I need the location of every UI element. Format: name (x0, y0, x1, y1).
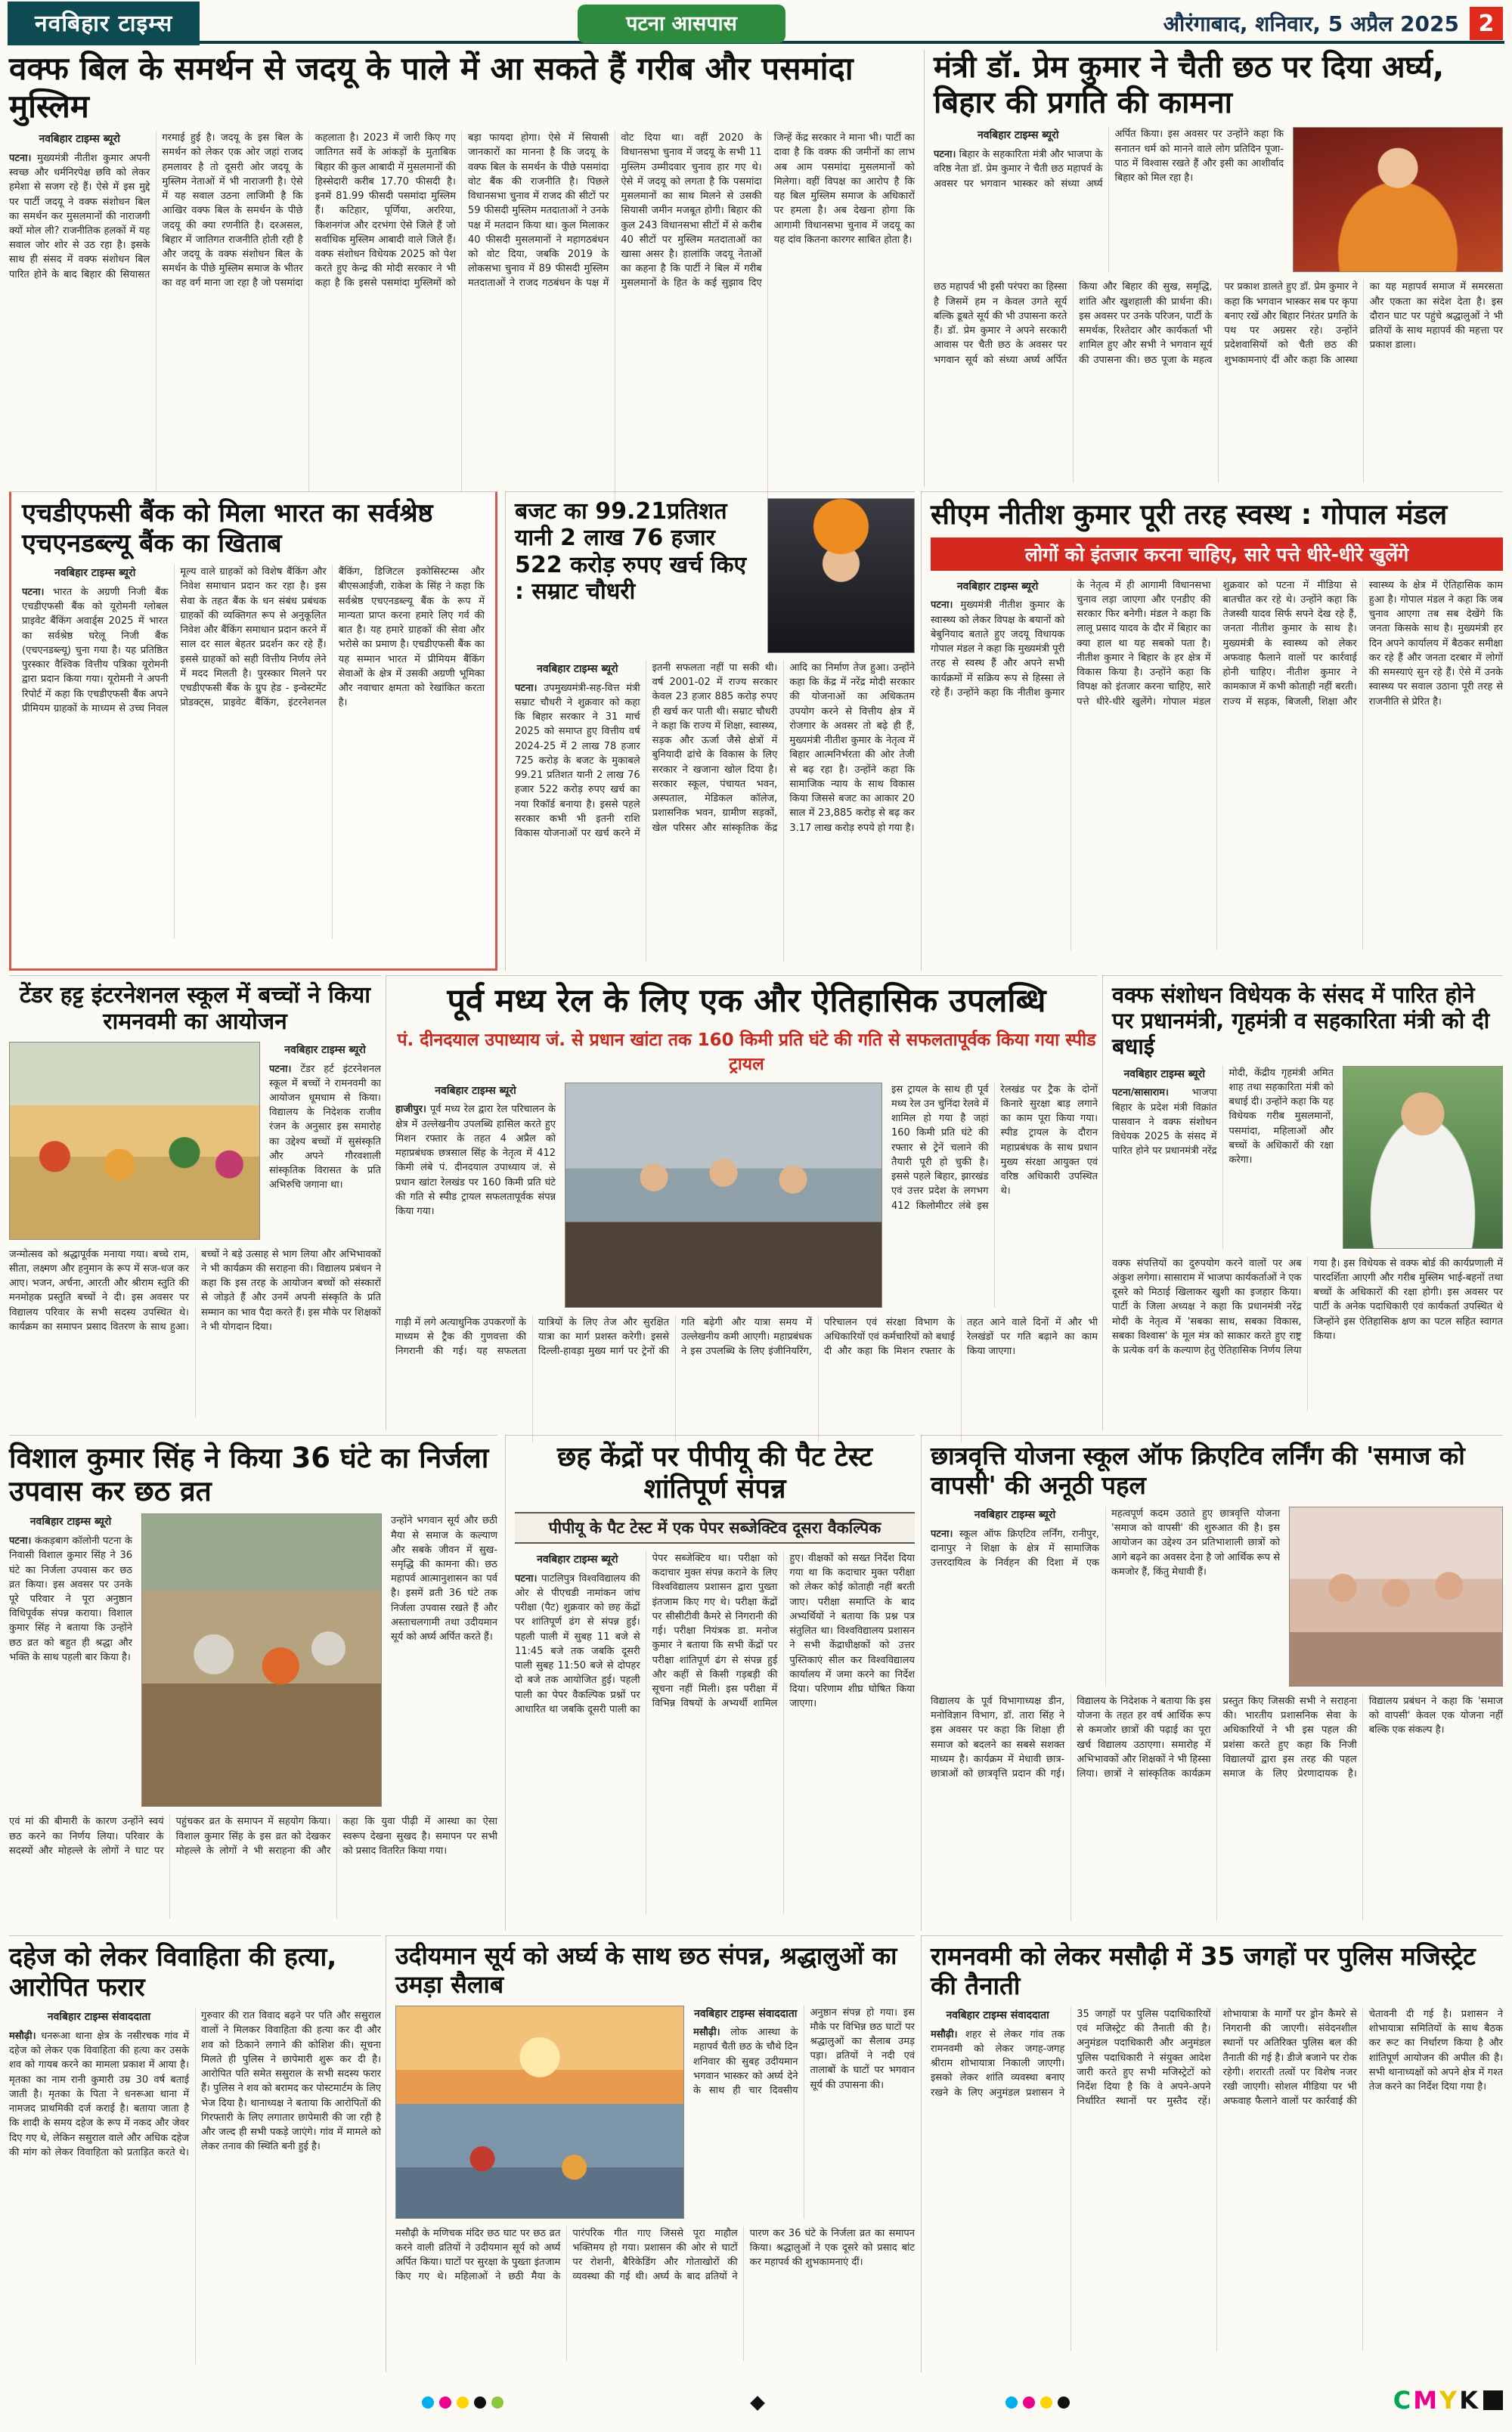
dateline: पटना। (9, 152, 32, 164)
body-text: भाजपा बिहार के प्रदेश मंत्री विक्रांत पासवान ने वक्फ संशोधन विधेयक 2025 के संसद में पारित होने पर प्रधानमंत्री नरेंद्र मोदी, केंद्रीय गृहमंत्री अमित शाह तथा सहकारिता मंत्री को बधाई दी। उन्होंने कहा कि यह विधेयक गरीब मुसलमानों, पसमांदा, महिलाओं और बच्चों के अधिकारों की रक्षा करेगा। (1112, 1067, 1334, 1166)
body-text: मुख्यमंत्री नीतीश कुमार के स्वास्थ्य को लेकर विपक्ष के बयानों को बेबुनियाद बताते हुए जदयू विधायक गोपाल मंडल ने कहा कि मुख्यमंत्री पूरी तरह से स्वस्थ हैं और अपने सभी कार्यक्रमों में सक्रिय रूप से हिस्सा ले रहे हैं। उन्होंने कहा कि नीतीश कुमार के नेतृत्व में ही आगामी विधानसभा चुनाव लड़ा जाएगा और एनडीए की सरकार फिर बनेगी। मंडल ने कहा कि लालू प्रसाद यादव के दौर में बिहार का क्या हाल था यह सबको पता है। नीतीश कुमार ने बिहार के हर क्षेत्र में विकास किया है। उन्होंने कहा कि विपक्ष को इंतजार करना चाहिए, सारे पत्ते धीरे-धीरे खुलेंगे। गोपाल मंडल शुक्रवार को पटना में मीडिया से बातचीत कर रहे थे। उन्होंने कहा कि तेजस्वी यादव सिर्फ सपने देख रहे हैं, जनता नीतीश कुमार के साथ है। मुख्यमंत्री के स्वास्थ्य को लेकर अफवाह फैलाने वालों पर कार्रवाई होनी चाहिए। नीतीश कुमार ने कामकाज में कभी कोताही नहीं बरती। राज्य में सड़क, बिजली, शिक्षा और स्वास्थ्य के क्षेत्र में ऐतिहासिक काम हुआ है। गोपाल मंडल ने कहा कि जब चुनाव आएगा तब सब देखेंगे कि जनता किसके साथ है। मुख्यमंत्री हर दिन अपने कार्यालय में बैठकर समीक्षा कर रहे हैं और जनता दरबार में लोगों की समस्याएं सुन रहे हैं। ऐसे में उनके स्वास्थ्य पर सवाल उठाना पूरी तरह से राजनीति से प्रेरित है। (931, 579, 1503, 708)
article-body (22, 565, 485, 939)
body-text: विद्यालय के पूर्व विभागाध्यक्ष डीन, मनोविज्ञान विभाग, डॉ. तारा सिंह ने इस अवसर पर कहा कि शिक्षा ही समाज को बदलने का सबसे सशक्त माध्यम है। कार्यक्रम में मेधावी छात्र-छात्राओं को छात्रवृत्ति प्रदान की गई। विद्यालय के निदेशक ने बताया कि इस योजना के तहत हर वर्ष आर्थिक रूप से कमजोर छात्रों की पढ़ाई का पूरा खर्च विद्यालय उठाएगा। समारोह में अभिभावकों और शिक्षकों ने भी हिस्सा लिया। छात्रों ने सांस्कृतिक कार्यक्रम प्रस्तुत किए जिसकी सभी ने सराहना की। भारतीय प्रशासनिक सेवा के अधिकारियों ने भी इस पहल की प्रशंसा करते हुए कहा कि निजी विद्यालयों द्वारा इस तरह की पहल समाज के लिए प्रेरणादायक है। विद्यालय प्रबंधन ने कहा कि 'समाज को वापसी' केवल एक योजना नहीं बल्कि एक संकल्प है। (931, 1695, 1503, 1780)
subhead: पं. दीनदयाल उपाध्याय जं. से प्रधान खांटा तक 160 किमी प्रति घंटे की गति से सफलतापूर्वक किया गया स्पीड ट्रायल (397, 1030, 1096, 1074)
body-text: एवं मां की बीमारी के कारण उन्होंने स्वयं छठ करने का निर्णय लिया। परिवार के सदस्यों और मोहल्ले के लोगों ने घाट पर पहुंचकर व्रत के समापन में सहयोग किया। विशाल कुमार सिंह के इस व्रत को देखकर मोहल्ले के लोगों ने भी सराहना की और कहा कि युवा पीढ़ी में आस्था का ऐसा स्वरूप देखना सुखद है। समापन पर सभी को प्रसाद वितरित किया गया। (9, 1816, 497, 1857)
article-vishal-fast (9, 1435, 497, 1931)
headline: वक्फ संशोधन विधेयक के संसद में पारित होने पर प्रधानमंत्री, गृहमंत्री व सहकारिता मंत्री को दी बधाई (1112, 982, 1490, 1060)
dateline: पटना। (9, 1535, 32, 1547)
lead-row (9, 1513, 497, 1807)
dateline: मसौढ़ी। (693, 2027, 720, 2039)
paragraph (9, 2009, 381, 2160)
paragraph (931, 578, 1503, 709)
article-body (395, 2226, 915, 2361)
body-text: लोक आस्था के महापर्व चैती छठ के चौथे दिन शनिवार की सुबह उदीयमान भगवान भास्कर को अर्घ्य देने के साथ ही चार दिवसीय अनुष्ठान संपन्न हो गया। इस मौके पर विभिन्न छठ घाटों पर श्रद्धालुओं का सैलाब उमड़ पड़ा। व्रतियों ने नदी एवं तालाबों के घाटों पर भगवान सूर्य की उपासना की। (693, 2006, 915, 2097)
headline: सीएम नीतीश कुमार पूरी तरह स्वस्थ : गोपाल मंडल (931, 498, 1448, 531)
lead-row (9, 1042, 381, 1240)
registration-dot-magenta (439, 2396, 451, 2409)
byline: नवबिहार टाइम्स संवाददाता (47, 2011, 151, 2024)
photo-scholarship-event (1289, 1507, 1503, 1687)
lead-row (395, 2006, 915, 2219)
body-text: कंकड़बाग कॉलोनी पटना के निवासी विशाल कुमार सिंह ने 36 घंटे का निर्जला उपवास कर छठ व्रत किया। इस अवसर पर उनके पूरे परिवार ने पूरा अनुष्ठान विधिपूर्वक संपन्न कराया। विशाल कुमार सिंह ने बताया कि उन्होंने छठ व्रत को बहुत ही श्रद्धा और भक्ति के साथ पहली बार किया है। (9, 1535, 132, 1663)
lead-row (931, 1507, 1503, 1687)
byline: नवबिहार टाइम्स ब्यूरो (39, 133, 120, 146)
paragraph (9, 131, 915, 291)
black-print-square (1483, 2390, 1503, 2410)
article-budget (505, 491, 915, 971)
headline: एचडीएफसी बैंक को मिला भारत का सर्वश्रेष्ठ एचएनडब्ल्यू बैंक का खिताब (22, 498, 433, 559)
headline: टेंडर हट्ट इंटरनेशनल स्कूल में बच्चों ने किया रामनवमी का आयोजन (19, 982, 371, 1036)
paper-name: नवबिहार टाइम्स (8, 2, 200, 45)
body-text: स्कूल ऑफ क्रिएटिव लर्निंग, रानीपुर, दानापुर ने शिक्षा के क्षेत्र में सामाजिक उत्तरदायित्व के निर्वहन की दिशा में एक महत्वपूर्ण कदम उठाते हुए छात्रवृत्ति योजना 'समाज को वापसी' की शुरुआत की है। इस आयोजन का उद्देश्य उन प्रतिभाशाली छात्रों को आगे बढ़ने का अवसर देना है जो आर्थिक रूप से कमजोर हैं, किंतु मेधावी हैं। (931, 1507, 1280, 1578)
paragraph (269, 1062, 381, 1193)
article-lead (9, 1513, 132, 1807)
byline: नवबिहार टाइम्स ब्यूरो (537, 1553, 618, 1566)
article-ppu-pat (505, 1435, 915, 1931)
lead-row (395, 1083, 1098, 1308)
article-prem-kumar (924, 50, 1503, 487)
article-body (931, 578, 1503, 950)
article-waqf-jdu (9, 50, 915, 487)
cmyk-letters (1393, 2386, 1503, 2415)
dateline: पटना। (931, 599, 953, 612)
paragraph (395, 2226, 915, 2285)
paragraph (934, 280, 1503, 367)
registration-dot-cyan (1005, 2396, 1018, 2409)
registration-dot-yellow (457, 2396, 469, 2409)
body-text: टेंडर हर्ट इंटरनेशनल स्कूल में बच्चों ने रामनवमी का आयोजन धूमधाम से किया। विद्यालय के निदेशक राजीव रंजन के अनुसार इस समारोह का उद्देश्य बच्चों में सुसंस्कृति और अपने गौरवशाली सांस्कृतिक विरासत के प्रति अभिरुचि जगाना था। (269, 1063, 381, 1191)
page-number: 2 (1470, 7, 1503, 40)
body-text: शहर से लेकर गांव तक रामनवमी को लेकर जगह-जगह श्रीराम शोभायात्रा निकाली जाएगी। इसको लेकर शांति व्यवस्था बनाए रखने के लिए अनुमंडल प्रशासन ने 35 जगहों पर पुलिस पदाधिकारियों एवं मजिस्ट्रेट की तैनाती की है। अनुमंडल पदाधिकारी और अनुमंडल पुलिस पदाधिकारी ने संयुक्त आदेश जारी करते हुए सभी मजिस्ट्रेटों को निर्देश दिया है कि वे अपने-अपने निर्धारित स्थानों पर मुस्तैद रहें। शोभायात्रा के मार्गों पर ड्रोन कैमरे से निगरानी की जाएगी। संवेदनशील स्थानों पर अतिरिक्त पुलिस बल की तैनाती की गई है। डीजे बजाने पर रोक रहेगी। शरारती तत्वों पर विशेष नजर रखी जाएगी। सोशल मीडिया पर भी अफवाह फैलाने वालों पर कार्रवाई की चेतावनी दी गई है। प्रशासन ने शोभायात्रा समितियों के साथ बैठक कर रूट का निर्धारण किया है और शांतिपूर्ण आयोजन की अपील की है। सभी थानाध्यक्षों को अपने क्षेत्र में गश्त तेज करने का निर्देश दिया गया है। (931, 2008, 1503, 2108)
dateline: पटना। (515, 682, 538, 694)
byline: नवबिहार टाइम्स ब्यूरो (435, 1084, 516, 1097)
article-masaurhi-police (921, 1935, 1503, 2372)
body-text: वक्फ संपत्तियों का दुरुपयोग करने वालों पर अब अंकुश लगेगा। सासाराम में भाजपा कार्यकर्ताओं ने एक दूसरे को मिठाई खिलाकर खुशी का इजहार किया। पार्टी के जिला अध्यक्ष ने कहा कि प्रधानमंत्री नरेंद्र मोदी के नेतृत्व में 'सबका साथ, सबका विकास, सबका विश्वास' के मूल मंत्र को साकार करते हुए राष्ट्र के प्रत्येक वर्ग के कल्याण हेतु ऐतिहासिक निर्णय लिया गया है। इस विधेयक से वक्फ बोर्ड की कार्यप्रणाली में पारदर्शिता आएगी और गरीब मुस्लिम भाई-बहनों तथा बच्चों के अधिकारों की रक्षा होगी। इस अवसर पर पार्टी के अनेक पदाधिकारी एवं कार्यकर्ता उपस्थित थे जिन्होंने इस ऐतिहासिक क्षण का पटल सहित स्वागत किया। (1112, 1257, 1503, 1357)
body-text: जन्मोत्सव को श्रद्धापूर्वक मनाया गया। बच्चे राम, सीता, लक्ष्मण और हनुमान के रूप में सज-धज कर आए। भजन, अर्चना, आरती और श्रीराम स्तुति की मनमोहक प्रस्तुति बच्चों ने दी। इस अवसर पर विद्यालय परिवार के सभी सदस्य उपस्थित थे। कार्यक्रम का समापन प्रसाद वितरण के साथ हुआ। बच्चों ने बड़े उत्साह से भाग लिया और अभिभावकों ने भी कार्यक्रम की सराहना की। विद्यालय प्रबंधन ने कहा कि इस तरह के आयोजन बच्चों को संस्कारों से जोड़ते हैं और उनमें अपनी संस्कृति के प्रति सम्मान का भाव पैदा करते हैं। इस मौके पर शिक्षकों ने भी योगदान दिया। (9, 1248, 381, 1333)
photo-children-ramnavami (9, 1042, 260, 1240)
registration-dots-left (422, 2396, 503, 2409)
article-railway-speed-trial (386, 975, 1098, 1430)
photo-samrat-choudhary (767, 498, 915, 653)
edition-date: औरंगाबाद, शनिवार, 5 अप्रैल 2025 (1163, 11, 1459, 36)
article-dowry-murder (9, 1935, 381, 2372)
paragraph (391, 1513, 497, 1644)
paragraph (1112, 1256, 1503, 1359)
dateline: पटना। (22, 586, 45, 598)
edition-date-block (1163, 7, 1504, 40)
registration-dot-cyan (422, 2396, 434, 2409)
byline: नवबिहार टाइम्स संवाददाता (694, 2007, 798, 2020)
paragraph (931, 1694, 1503, 1781)
body-text: गाड़ी में लगे अत्याधुनिक उपकरणों के माध्यम से ट्रैक की गुणवत्ता की निगरानी की गई। यह सफलता यात्रियों के लिए तेज और सुरक्षित यात्रा का मार्ग प्रशस्त करेगी। इससे दिल्ली-हावड़ा मुख्य मार्ग पर ट्रेनों की गति बढ़ेगी और यात्रा समय में उल्लेखनीय कमी आएगी। महाप्रबंधक ने इस उपलब्धि के लिए इंजीनियरिंग, परिचालन एवं संरक्षा विभाग के अधिकारियों एवं कर्मचारियों को बधाई दी और कहा कि मिशन रफ्तार के तहत आने वाले दिनों में और भी रेलखंडों पर गति बढ़ाने का काम किया जाएगा। (395, 1316, 1098, 1358)
article-body (934, 280, 1503, 482)
article-lead (931, 1507, 1280, 1687)
registration-dot-black (474, 2396, 486, 2409)
photo-chhath-ghat (395, 2006, 684, 2219)
cmyk-letter-y: Y (1439, 2386, 1458, 2415)
photo-bjp-leader (1343, 1066, 1503, 1249)
headline: रामनवमी को लेकर मसौढ़ी में 35 जगहों पर पुलिस मजिस्ट्रेट की तैनाती (931, 1941, 1476, 2000)
byline: नवबिहार टाइम्स ब्यूरो (29, 1516, 112, 1529)
dateline: मसौढ़ी। (9, 2030, 36, 2042)
paragraph (22, 565, 485, 716)
article-cm-health (921, 491, 1503, 971)
article-body (9, 131, 915, 513)
body-text: उन्होंने भगवान सूर्य और छठी मैया से समाज के कल्याण और सबके जीवन में सुख-समृद्धि की कामना की। छठ महापर्व आत्मानुशासन का पर्व है। इसमें व्रती 36 घंटे तक निर्जला उपवास रखते हैं और अस्ताचलगामी तथा उदीयमान सूर्य को अर्घ्य अर्पित करते हैं। (391, 1515, 497, 1644)
article-waqf-greetings (1102, 975, 1503, 1430)
body-text: धनरूआ थाना क्षेत्र के नसीरचक गांव में दहेज को लेकर एक विवाहिता की हत्या कर उसके शव को गायब करने का मामला प्रकाश में आया है। मृतका का नाम रानी कुमारी उम्र 30 वर्ष बताई जाती है। मृतका के पिता ने धनरूआ थाना में नामजद प्राथमिकी दर्ज कराई है। बताया जाता है कि शादी के समय दहेज के रूप में नकद और जेवर दिए गए थे, लेकिन ससुराल वाले और अधिक दहेज की मांग को लेकर विवाहिता को प्रताड़ित करते थे। गुरुवार की रात विवाद बढ़ने पर पति और ससुराल वालों ने मिलकर विवाहिता की हत्या कर दी और शव को ठिकाने लगाने की कोशिश की। सूचना मिलते ही पुलिस ने छापेमारी शुरू कर दी है। आरोपित पति समेत ससुराल के सभी सदस्य फरार हैं। पुलिस ने शव को बरामद कर पोस्टमार्टम के लिए भेज दिया है। थानाध्यक्ष ने बताया कि आरोपितों की गिरफ्तारी के लिए लगातार छापेमारी की जा रही है और जल्द ही सभी पकड़े जाएंगे। गांव में मामले को लेकर तनाव की स्थिति बनी हुई है। (9, 2010, 381, 2158)
article-lead (395, 1083, 556, 1308)
paragraph (9, 1814, 497, 1858)
article-scholarship (921, 1435, 1503, 1931)
byline: नवबिहार टाइम्स ब्यूरो (978, 129, 1059, 142)
article-school-ramnavami (9, 975, 381, 1430)
paragraph (395, 1315, 1098, 1359)
cmyk-letter-m: M (1413, 2386, 1438, 2415)
headline: मंत्री डॉ. प्रेम कुमार ने चैती छठ पर दिया अर्घ्य, बिहार की प्रगति की कामना (934, 50, 1445, 121)
paragraph (891, 1083, 1098, 1213)
section-badge: पटना आसपास (578, 5, 785, 43)
dateline: हाजीपुर। (395, 1104, 426, 1116)
article-mid (891, 1083, 1098, 1308)
body-text: उपमुख्यमंत्री-सह-वित्त मंत्री सम्राट चौधरी ने शुक्रवार को कहा कि बिहार सरकार ने 31 मार्च 2025 को समाप्त हुए वित्तीय वर्ष 2024-25 में 2 लाख 78 हजार 725 करोड़ के बजट के मुकाबले 99.21 प्रतिशत यानी 2 लाख 76 हजार 522 करोड़ रुपए खर्च का नया रिकॉर्ड बनाया है। इससे पहले सरकार कभी भी इतनी राशि विकास योजनाओं पर खर्च करने में इतनी सफलता नहीं पा सकी थी। वर्ष 2001-02 में राज्य सरकार केवल 23 हजार 885 करोड़ रुपए ही खर्च कर पाती थी। सम्राट चौधरी ने कहा कि राज्य में शिक्षा, स्वास्थ्य, सड़क और ऊर्जा जैसे क्षेत्रों में बुनियादी ढांचे के विकास के लिए सरकार ने खजाना खोल दिया है। सरकार स्कूल, पंचायत भवन, अस्पताल, मेडिकल कॉलेज, प्रशासनिक भवन, ग्रामीण सड़कों, खेल परिसर और सांस्कृतिक केंद्र आदि का निर्माण तेज हुआ। उन्होंने कहा कि केंद्र में नरेंद्र मोदी सरकार की योजनाओं का अधिकतम उपयोग करने से वित्तीय क्षेत्र में रोजगार के अवसर तो बढ़े ही हैं, मुख्यमंत्री नीतीश कुमार के नेतृत्व में बिहार आत्मनिर्भरता की ओर तेजी से बढ़ रहा है। उन्होंने कहा कि सामाजिक न्याय के साथ विकास किया जिससे बजट का आकार 20 साल में 23,885 करोड़ से बढ़ कर 3.17 लाख करोड़ रुपये हो गया है। (515, 662, 915, 840)
byline: नवबिहार टाइम्स ब्यूरो (974, 1508, 1056, 1521)
headline: बजट का 99.21प्रतिशत यानी 2 लाख 76 हजार 522 करोड़ रुपए खर्च किए : सम्राट चौधरी (515, 498, 747, 606)
paragraph (515, 1551, 915, 1717)
byline: नवबिहार टाइम्स ब्यूरो (284, 1043, 366, 1056)
body-text: मसौढ़ी के मणिचक मंदिर छठ घाट पर छठ व्रत करने वाली व्रतियों ने उदीयमान सूर्य को अर्घ्य अर्पित किया। घाटों पर सुरक्षा के पुख्ता इंतजाम किए गए थे। महिलाओं ने छठी मैया के पारंपरिक गीत गाए जिससे पूरा माहौल भक्तिमय हो गया। प्रशासन की ओर से घाटों पर रोशनी, बैरिकेडिंग और गोताखोरों की व्यवस्था की गई थी। अर्घ्य के बाद व्रतियों ने पारण कर 36 घंटे के निर्जला व्रत का समापन किया। श्रद्धालुओं ने एक दूसरे को प्रसाद बांट कर महापर्व की शुभकामनाएं दीं। (395, 2227, 915, 2283)
dateline: पटना। (934, 149, 956, 161)
registration-dot-green (491, 2396, 503, 2409)
paragraph (395, 1102, 556, 1219)
article-chhath-conclusion (386, 1935, 915, 2372)
body-text: बिहार के सहकारिता मंत्री और भाजपा के वरिष्ठ नेता डॉ. प्रेम कुमार ने चैती छठ महापर्व के अवसर पर भगवान भास्कर को संध्या अर्घ्य अर्पित किया। इस अवसर पर उन्होंने कहा कि सनातन धर्म को मानने वाले लोग प्रतिदिन पूजा-पाठ में विश्वास रखते हैं और इसी का आशीर्वाद बिहार को मिल रहा है। (934, 129, 1284, 190)
paragraph (515, 661, 915, 841)
dateline: पटना। (515, 1572, 538, 1585)
byline: नवबिहार टाइम्स ब्यूरो (537, 663, 618, 675)
article-mid (391, 1513, 497, 1807)
byline: नवबिहार टाइम्स संवाददाता (946, 2009, 1049, 2022)
headline: दहेज को लेकर विवाहिता की हत्या, आरोपित फरार (9, 1942, 337, 2003)
body-text: पाटलिपुत्र विश्वविद्यालय की ओर से पीएचडी नामांकन जांच परीक्षा (पैट) शुक्रवार को छह केंद्रों पर शांतिपूर्ण ढंग से संपन्न हुई। पहली पाली में सुबह 11 बजे से 11:45 बजे तक जबकि दूसरी पाली सुबह 11:50 बजे से दोपहर दो बजे तक आयोजित हुई। पहली पाली का पेपर वैकल्पिक प्रश्नों पर आधारित था जबकि दूसरी पाली का पेपर सब्जेक्टिव था। परीक्षा को कदाचार मुक्त संपन्न कराने के लिए विश्वविद्यालय प्रशासन द्वारा पुख्ता इंतजाम किए गए थे। परीक्षा केंद्रों पर सीसीटीवी कैमरे से निगरानी की गई। परीक्षा नियंत्रक डा. मनोज कुमार ने बताया कि सभी केंद्रों पर परीक्षा शांतिपूर्ण ढंग से संपन्न हुई और कहीं से किसी गड़बड़ी की सूचना नहीं मिली। इस परीक्षा में विभिन्न विषयों के अभ्यर्थी शामिल हुए। वीक्षकों को सख्त निर्देश दिया गया था कि कदाचार मुक्त परीक्षा को लेकर कोई कोताही नहीं बरती जाए। परीक्षा समाप्ति के बाद अभ्यर्थियों ने बताया कि प्रश्न पत्र संतुलित था। विश्वविद्यालय प्रशासन ने सभी केंद्राधीक्षकों को उत्तर पुस्तिकाएं सील कर विश्वविद्यालय कार्यालय में जमा करने का निर्देश दिया। परिणाम शीघ्र घोषित किया जाएगा। (515, 1552, 915, 1715)
registration-dot-yellow (1040, 2396, 1052, 2409)
registration-dot-black (1058, 2396, 1070, 2409)
photo-minister-arghya (1293, 127, 1503, 272)
dateline: पटना। (931, 1528, 953, 1540)
headline: छात्रवृत्ति योजना स्कूल ऑफ क्रिएटिव लर्निंग की 'समाज को वापसी' की अनूठी पहल (931, 1441, 1465, 1500)
byline: नवबिहार टाइम्स ब्यूरो (956, 580, 1039, 593)
body-text: मुख्यमंत्री नीतीश कुमार अपनी स्वच्छ और धर्मनिरपेक्ष छवि को लेकर हमेशा से सजग रहे हैं। ऐसे में इस मुद्दे पर पार्टी जदयू ने वक्फ संशोधन बिल का समर्थन कर मुसलमानों की नाराजगी क्यों मोल ली? राजनीतिक हलकों में यह सवाल जोर शोर से उठ रहा है। इसके साथ ही संसद में वक्फ संशोधन बिल पारित होने के बाद बिहार की सियासत गरमाई हुई है। जदयू के इस बिल के समर्थन को लेकर एक ओर जहां राजद हमलावर है तो दूसरी ओर जदयू के मुस्लिम नेताओं में भी नाराजगी है। ऐसे में यह सवाल उठना लाजिमी है कि आखिर वक्फ बिल के समर्थन के पीछे जदयू की क्या रणनीति है। दरअसल, बिहार में जातिगत राजनीति होती रही है और जदयू के वक्फ संशोधन बिल के समर्थन के पीछे मुस्लिम समाज के भीतर का वह वर्ग माना जा रहा है जो पसमांदा कहलाता है। 2023 में जारी किए गए जातिगत सर्वे के आंकड़ों के मुताबिक बिहार की कुल आबादी में मुसलमानों की हिस्सेदारी करीब 17.70 फीसदी है। इनमें 81.99 फीसदी पसमांदा मुस्लिम हैं। कटिहार, पूर्णिया, अररिया, किशनगंज और दरभंगा ऐसे जिले हैं जो सर्वाधिक मुस्लिम आबादी वाले जिले हैं। वक्फ संशोधन विधेयक 2025 को पेश करते हुए केन्द्र की मोदी सरकार ने भी कहा है कि इससे पसमांदा मुस्लिमों को बड़ा फायदा होगा। ऐसे में सियासी जानकारों का मानना है कि जदयू के वक्फ बिल के समर्थन के पीछे पसमांदा वोट बैंक की राजनीति है। पिछले विधानसभा चुनाव में राजद की सीटों पर 59 फीसदी मुस्लिम मतदाताओं ने उनके पक्ष में मतदान किया था। कुल मिलाकर 40 फीसदी मुसलमानों ने महागठबंधन को वोट दिया, जबकि 2019 के लोकसभा चुनाव में 89 फीसदी मुस्लिम मतदाताओं ने राजद गठबंधन के पक्ष में वोट दिया था। वहीं 2020 के विधानसभा चुनाव में जदयू के सभी 11 मुस्लिम उम्मीदवार चुनाव हार गए थे। ऐसे में जदयू को लगता है कि पसमांदा मुसलमानों का साथ मिलने से उसकी सियासी जमीन मजबूत होगी। बिहार की कुल 243 विधानसभा सीटों में से करीब 40 सीटों पर मुस्लिम मतदाताओं का खासा असर है। हालांकि जदयू नेताओं का कहना है कि पार्टी ने बिल में गरीब मुसलमानों के हित के कई सुझाव दिए जिन्हें केंद्र सरकार ने माना भी। पार्टी का दावा है कि वक्फ की जमीनों का लाभ अब आम पसमांदा मुसलमानों को मिलेगा। वहीं विपक्ष का आरोप है कि यह बिल मुस्लिम समाज के अधिकारों पर हमला है। अब देखना होगा कि आगामी विधानसभा चुनाव में जदयू का यह दांव कितना कारगर साबित होता है। (9, 132, 915, 290)
article-body (931, 1694, 1503, 1921)
byline: नवबिहार टाइम्स ब्यूरो (54, 567, 136, 580)
article-body (515, 661, 915, 962)
article-body (9, 1814, 497, 1919)
headline: विशाल कुमार सिंह ने किया 36 घंटे का निर्जला उपवास कर छठ व्रत (9, 1442, 489, 1507)
article-lead (269, 1042, 381, 1240)
article-lead (693, 2006, 915, 2219)
registration-dots-right (1005, 2396, 1070, 2409)
subhead-bar: पीपीयू के पैट टेस्ट में एक पेपर सब्जेक्टिव दूसरा वैकल्पिक (515, 1512, 915, 1544)
article-body (515, 1551, 915, 1914)
headline-row (515, 498, 915, 653)
registration-diamond (750, 2396, 765, 2411)
body-text: भारत के अग्रणी निजी बैंक एचडीएफसी बैंक को यूरोमनी ग्लोबल प्राइवेट बैंकिंग अवार्ड्स 2025 में भारत का सर्वश्रेष्ठ घरेलू निजी बैंक (एचएनडब्ल्यू) चुना गया है। यह प्रतिष्ठित पुरस्कार वैश्विक वित्तीय पत्रिका यूरोमनी द्वारा प्रदान किया गया। यूरोमनी ने अपनी रिपोर्ट में कहा कि एचडीएफसी बैंक अपने प्रीमियम ग्राहकों के माध्यम से उच्च निवल मूल्य वाले ग्राहकों को विशेष बैंकिंग और निवेश समाधान प्रदान कर रहा है। इस सेवा के तहत बैंक के धन संबंध प्रबंधक ग्राहकों की व्यक्तिगत रूप से अनुकूलित निवेश और बैंकिंग समाधान प्रदान करने में साल दर साल बेहतर प्रदर्शन कर रहे हैं। इससे ग्राहकों को सही वित्तीय निर्णय लेने में मदद मिलती है। पुरस्कार मिलने पर एचडीएफसी बैंक के ग्रुप हेड - इन्वेस्टमेंट प्रोडक्ट्स, प्राइवेट बैंकिंग, इंटरनेशनल बैंकिंग, डिजिटल इकोसिस्टम्स और बीएसआईजी, राकेश के सिंह ने कहा कि सर्वश्रेष्ठ एचएनडब्ल्यू बैंक के रूप में मान्यता प्राप्त करना हमारे लिए गर्व की बात है। यह हमारे ग्राहकों की सेवा और भरोसे का प्रमाण है। एचडीएफसी बैंक का यह सम्मान भारत में प्रीमियम बैंकिंग सेवाओं के क्षेत्र में उसकी अग्रणी भूमिका और नवाचार क्षमता को रेखांकित करता है। (22, 566, 485, 714)
headline: वक्फ बिल के समर्थन से जदयू के पाले में आ सकते हैं गरीब और पसमांदा मुस्लिम (9, 50, 854, 125)
article-lead (934, 127, 1284, 272)
body-text: छठ महापर्व भी इसी परंपरा का हिस्सा है जिसमें हम न केवल उगते सूर्य बल्कि डूबते सूर्य की भी उपासना करते हैं। डॉ. प्रेम कुमार ने अपने सरकारी आवास पर चैती छठ के अवसर पर भगवान सूर्य को संध्या अर्घ्य अर्पित किया और बिहार की सुख, समृद्धि, शांति और खुशहाली की प्रार्थना की। इस अवसर पर उनके परिजन, पार्टी के समर्थक, रिश्तेदार और कार्यकर्ता भी शामिल हुए और सभी ने भगवान सूर्य की उपासना की। छठ पूजा के महत्व पर प्रकाश डालते हुए डॉ. प्रेम कुमार ने कहा कि भगवान भास्कर सब पर कृपा बनाए रखें और बिहार निरंतर प्रगति के पथ पर अग्रसर रहे। उन्होंने प्रदेशवासियों को चैती छठ की शुभकामनाएं दीं और कहा कि आस्था का यह महापर्व समाज में समरसता और एकता का संदेश देता है। इस दौरान घाट पर पहुंचे श्रद्धालुओं ने भी व्रतियों के साथ महापर्व की महत्ता पर प्रकाश डाला। (934, 281, 1503, 366)
subhead-strip: लोगों को इंतजार करना चाहिए, सारे पत्ते धीरे-धीरे खुलेंगे (931, 538, 1503, 571)
paragraph (9, 1534, 132, 1665)
cmyk-letter-k: K (1459, 2386, 1478, 2415)
photo-chhath-vrat-puja (141, 1513, 382, 1807)
byline: नवबिहार टाइम्स ब्यूरो (1123, 1067, 1205, 1080)
article-body (9, 2009, 381, 2364)
dateline: पटना। (269, 1063, 292, 1075)
headline: छह केंद्रों पर पीपीयू की पैट टेस्ट शांतिपूर्ण संपन्न (556, 1442, 873, 1505)
registration-dot-magenta (1023, 2396, 1035, 2409)
lead-row (1112, 1066, 1503, 1249)
cmyk-letter-c: C (1393, 2386, 1411, 2415)
print-registration-marks (0, 2381, 1512, 2424)
article-body (9, 1247, 381, 1417)
body-text: इस ट्रायल के साथ ही पूर्व मध्य रेल उन चुनिंदा रेलवे में शामिल हो गया है जहां 160 किमी प्रति घंटे की रफ्तार से ट्रेनें चलाने की तैयारी पूरी हो चुकी है। इससे पहले बिहार, झारखंड एवं उत्तर प्रदेश के लगभग 412 किलोमीटर लंबे इस रेलखंड पर ट्रैक के दोनों किनारे सुरक्षा बाड़ लगाने का काम पूरा किया गया। स्पीड ट्रायल के दौरान महाप्रबंधक के साथ प्रधान मुख्य संरक्षा आयुक्त एवं वरिष्ठ अधिकारी उपस्थित थे। (891, 1083, 1098, 1212)
photo-speed-trial-officials (565, 1083, 882, 1308)
article-body (1112, 1256, 1503, 1411)
dateline: मसौढ़ी। (931, 2028, 958, 2040)
dateline: पटना/सासाराम। (1112, 1087, 1169, 1099)
headline: पूर्व मध्य रेल के लिए एक और ऐतिहासिक उपलब्धि (447, 982, 1046, 1020)
lead-row (934, 127, 1503, 272)
article-body (931, 2007, 1503, 2351)
paragraph (9, 1247, 381, 1334)
article-body (395, 1315, 1098, 1442)
article-hdfc-award (9, 491, 497, 971)
masthead (8, 6, 1504, 44)
headline: उदीयमान सूर्य को अर्घ्य के साथ छठ संपन्न, श्रद्धालुओं का उमड़ा सैलाब (395, 1941, 897, 1999)
body-text: पूर्व मध्य रेल द्वारा रेल परिचालन के क्षेत्र में उल्लेखनीय उपलब्धि हासिल करते हुए मिशन रफ्तार के तहत 4 अप्रैल को महाप्रबंधक छत्रसाल सिंह के नेतृत्व में 412 किमी लंबे पं. दीनदयाल उपाध्याय जं. से प्रधान खांटा रेलखंड पर 160 किमी प्रति घंटे की गति से स्पीड ट्रायल सफलतापूर्वक संपन्न किया गया। (395, 1104, 556, 1218)
article-lead (1112, 1066, 1334, 1249)
